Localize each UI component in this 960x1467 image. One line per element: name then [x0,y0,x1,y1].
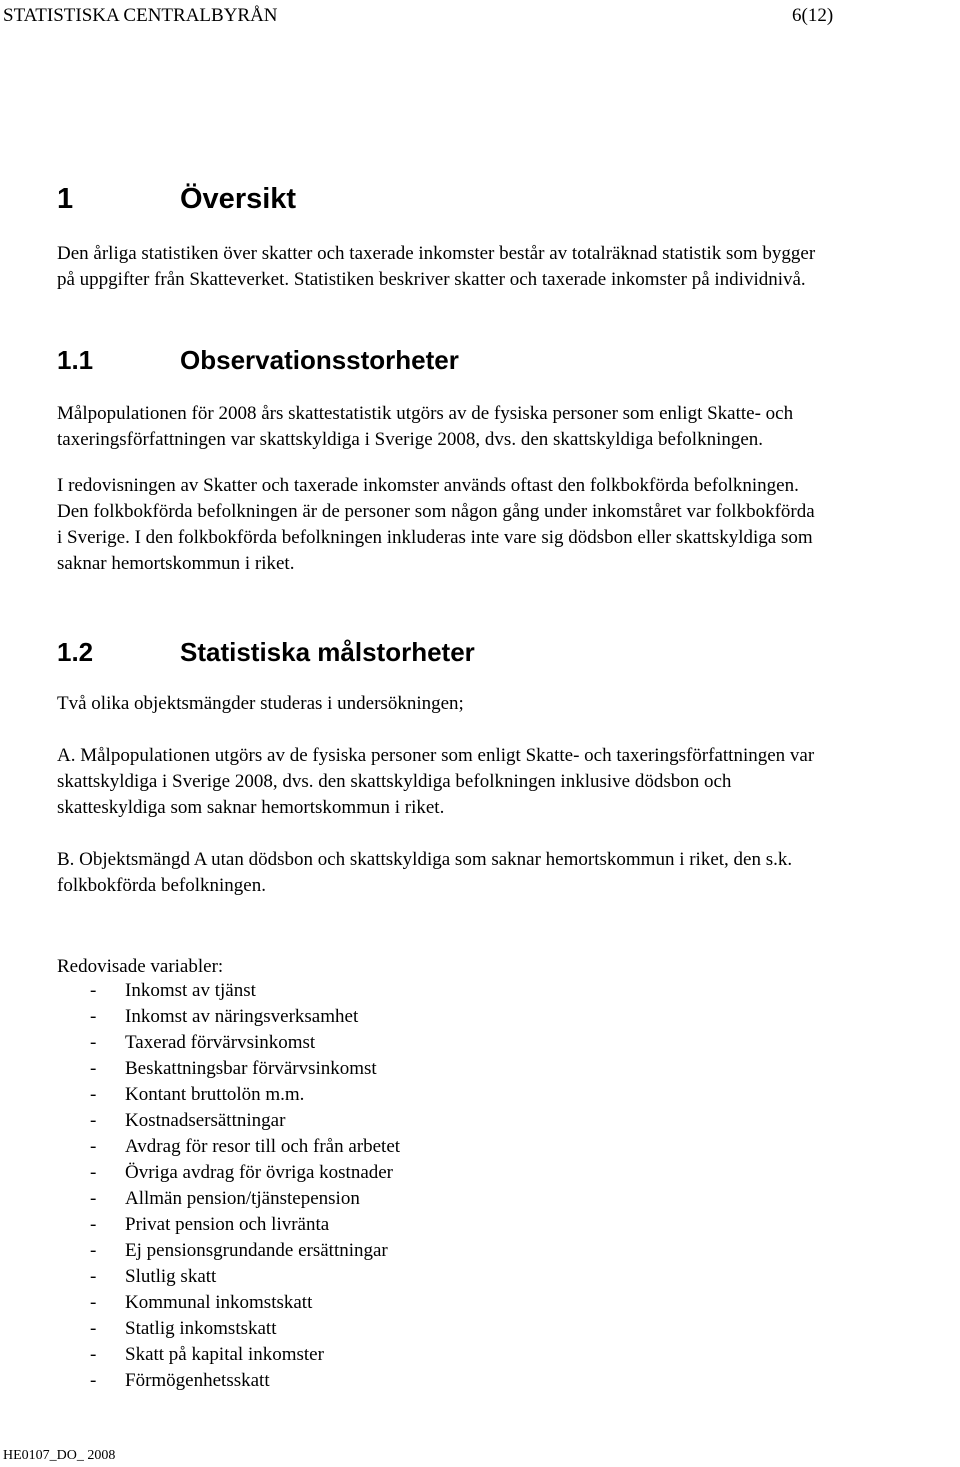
page-number: 6(12) [792,5,834,26]
list-item: Kontant bruttolön m.m. [125,1084,305,1105]
paragraph-line: Målpopulationen för 2008 års skattestatistik utgörs av de fysiska personer som enligt Skatte- och [57,403,794,424]
list-bullet: - [90,980,97,1001]
list-item: Skatt på kapital inkomster [125,1344,324,1365]
list-bullet: - [90,1032,97,1053]
paragraph-b-line: B. Objektsmängd A utan dödsbon och skattskyldiga som saknar hemortskommun i riket, den s.k. [57,849,793,870]
section-1-line-1: Den årliga statistiken över skatter och taxerade inkomster består av totalräknad statistik som bygger [57,243,816,264]
list-item: Taxerad förvärvsinkomst [125,1032,316,1053]
section-1-2-intro: Två olika objektsmängder studeras i undersökningen; [57,693,464,714]
list-bullet: - [90,1370,97,1391]
footer-code: HE0107_DO_ 2008 [3,1448,116,1463]
list-bullet: - [90,1006,97,1027]
paragraph-line: taxeringsförfattningen var skattskyldiga i Sverige 2008, dvs. den skattskyldiga befolkningen. [57,429,764,450]
paragraph-b-line: folkbokförda befolkningen. [57,875,266,896]
list-bullet: - [90,1318,97,1339]
list-bullet: - [90,1162,97,1183]
list-bullet: - [90,1344,97,1365]
section-1-title: Översikt [180,183,297,215]
list-bullet: - [90,1136,97,1157]
paragraph-line: i Sverige. I den folkbokförda befolkningen inkluderas inte vare sig dödsbon eller skattskyldiga som [57,527,813,548]
section-1-2-title: Statistiska målstorheter [180,637,475,667]
paragraph-a-line: skattskyldiga i Sverige 2008, dvs. den skattskyldiga befolkningen inklusive dödsbon och [57,771,732,792]
list-item: Kommunal inkomstskatt [125,1292,313,1313]
list-item: Statlig inkomstskatt [125,1318,277,1339]
paragraph-line: saknar hemortskommun i riket. [57,553,295,574]
paragraph-line: I redovisningen av Skatter och taxerade inkomster används oftast den folkbokförda befolkningen. [57,475,799,496]
list-bullet: - [90,1292,97,1313]
list-bullet: - [90,1266,97,1287]
list-bullet: - [90,1110,97,1131]
list-item: Ej pensionsgrundande ersättningar [125,1240,388,1261]
list-bullet: - [90,1188,97,1209]
list-item: Inkomst av tjänst [125,980,256,1001]
section-1-number: 1 [57,183,74,215]
list-item: Privat pension och livränta [125,1214,330,1235]
paragraph-line: Den folkbokförda befolkningen är de personer som någon gång under inkomståret var folkbokförda [57,501,815,522]
list-item: Förmögenhetsskatt [125,1370,270,1391]
header-organization: STATISTISKA CENTRALBYRÅN [3,5,278,26]
list-item: Kostnadsersättningar [125,1110,286,1131]
section-1-line-2: på uppgifter från Skatteverket. Statistiken beskriver skatter och taxerade inkomster på individnivå. [57,269,806,290]
list-item: Avdrag för resor till och från arbetet [125,1136,401,1157]
variables-label: Redovisade variabler: [57,956,224,977]
paragraph-a-line: A. Målpopulationen utgörs av de fysiska personer som enligt Skatte- och taxeringsförfattningen var [57,745,815,766]
paragraph-a-line: skatteskyldiga som saknar hemortskommun i riket. [57,797,445,818]
list-item: Beskattningsbar förvärvsinkomst [125,1058,377,1079]
section-1-1-title: Observationsstorheter [180,345,459,375]
list-bullet: - [90,1240,97,1261]
list-item: Övriga avdrag för övriga kostnader [125,1162,394,1183]
section-1-1-number: 1.1 [57,345,94,375]
list-bullet: - [90,1084,97,1105]
list-item: Inkomst av näringsverksamhet [125,1006,359,1027]
section-1-2-number: 1.2 [57,637,94,667]
list-item: Allmän pension/tjänstepension [125,1188,360,1209]
list-bullet: - [90,1058,97,1079]
list-bullet: - [90,1214,97,1235]
list-item: Slutlig skatt [125,1266,217,1287]
